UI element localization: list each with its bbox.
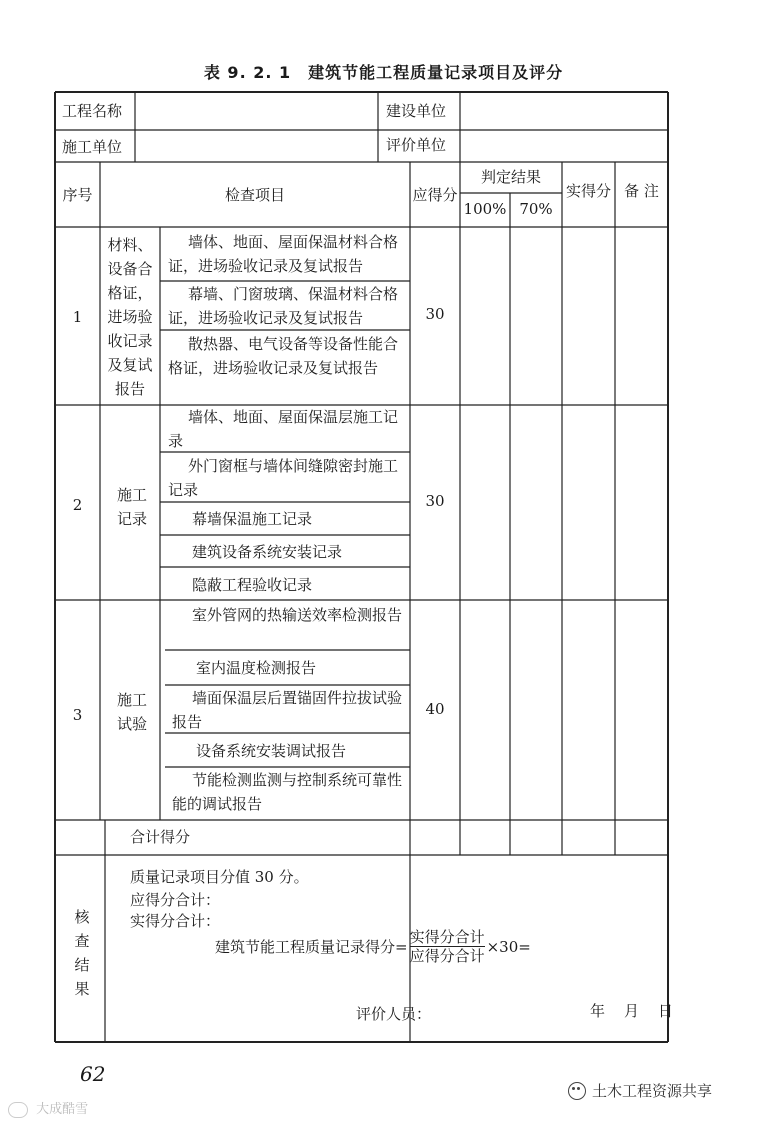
check-item: 建筑设备系统安装记录 [192,543,343,561]
project-name-label: 工程名称 [62,102,123,120]
evaluation-unit-label: 评价单位 [386,136,447,154]
review-line-2: 应得分合计： [130,891,221,909]
formula-fraction [410,928,485,965]
group-category: 材料、设备合格证，进场验收记录及复试报告 [107,236,153,398]
watermark-left [8,1098,88,1118]
review-line-3: 实得分合计： [130,912,221,930]
check-item: 墙体、地面、屋面保温材料合格证，进场验收记录及复试报告 [168,233,399,275]
check-item: 墙体、地面、屋面保温层施工记录 [168,408,399,450]
group-seq: 3 [72,706,83,724]
col-item: 检查项目 [224,186,285,204]
col-remark: 备 注 [624,182,659,200]
formula-prefix: 建筑节能工程质量记录得分= [215,937,408,956]
watermark-text: 土木工程资源共享 [592,1082,713,1100]
check-item: 幕墙、门窗玻璃、保温材料合格证，进场验收记录及复试报告 [168,285,399,327]
logo-icon [8,1102,28,1118]
formula-numerator: 实得分合计 [409,928,485,946]
review-label: 核查结果 [74,908,90,998]
check-item: 墙面保温层后置锚固件拉拔试验报告 [172,689,403,731]
watermark-left-text: 大成酷雪 [36,1102,89,1117]
wechat-icon [568,1082,586,1100]
formula-denominator: 应得分合计 [409,947,485,965]
table-title: 表 9. 2. 1 建筑节能工程质量记录项目及评分 [203,63,564,82]
score-formula [215,928,531,965]
check-item: 外门窗框与墙体间缝隙密封施工记录 [168,457,399,499]
review-line-1: 质量记录项目分值 30 分。 [130,868,309,886]
check-item: 设备系统安装调试报告 [196,742,347,760]
check-item: 隐蔽工程验收记录 [192,576,313,594]
evaluator-label: 评价人员： [356,1005,432,1023]
check-item: 室内温度检测报告 [196,659,317,677]
total-label: 合计得分 [130,828,191,846]
group-score: 30 [425,492,445,510]
formula-suffix: ×30= [486,937,531,956]
watermark-right [568,1080,712,1101]
builder-label: 建设单位 [386,102,447,120]
date-label: 年 月 日 [590,1002,676,1020]
col-70pct: 70% [519,200,553,218]
group-score: 40 [425,700,445,718]
col-100pct: 100% [463,200,507,218]
col-actual: 实得分 [565,182,611,200]
group-seq: 1 [72,308,83,326]
page-number: 62 [80,1062,106,1086]
construction-unit-label: 施工单位 [62,138,123,156]
check-item: 散热器、电气设备等设备性能合格证，进场验收记录及复试报告 [168,335,399,377]
group-category: 施工试验 [116,691,147,733]
group-score: 30 [425,305,445,323]
check-item: 室外管网的热输送效率检测报告 [192,606,403,624]
group-seq: 2 [72,496,83,514]
col-seq: 序号 [62,186,93,204]
check-item: 节能检测监测与控制系统可靠性能的调试报告 [172,771,403,813]
check-item: 幕墙保温施工记录 [192,510,313,528]
col-due: 应得分 [412,186,458,204]
group-category: 施工记录 [116,486,147,528]
col-judgement: 判定结果 [480,168,541,186]
